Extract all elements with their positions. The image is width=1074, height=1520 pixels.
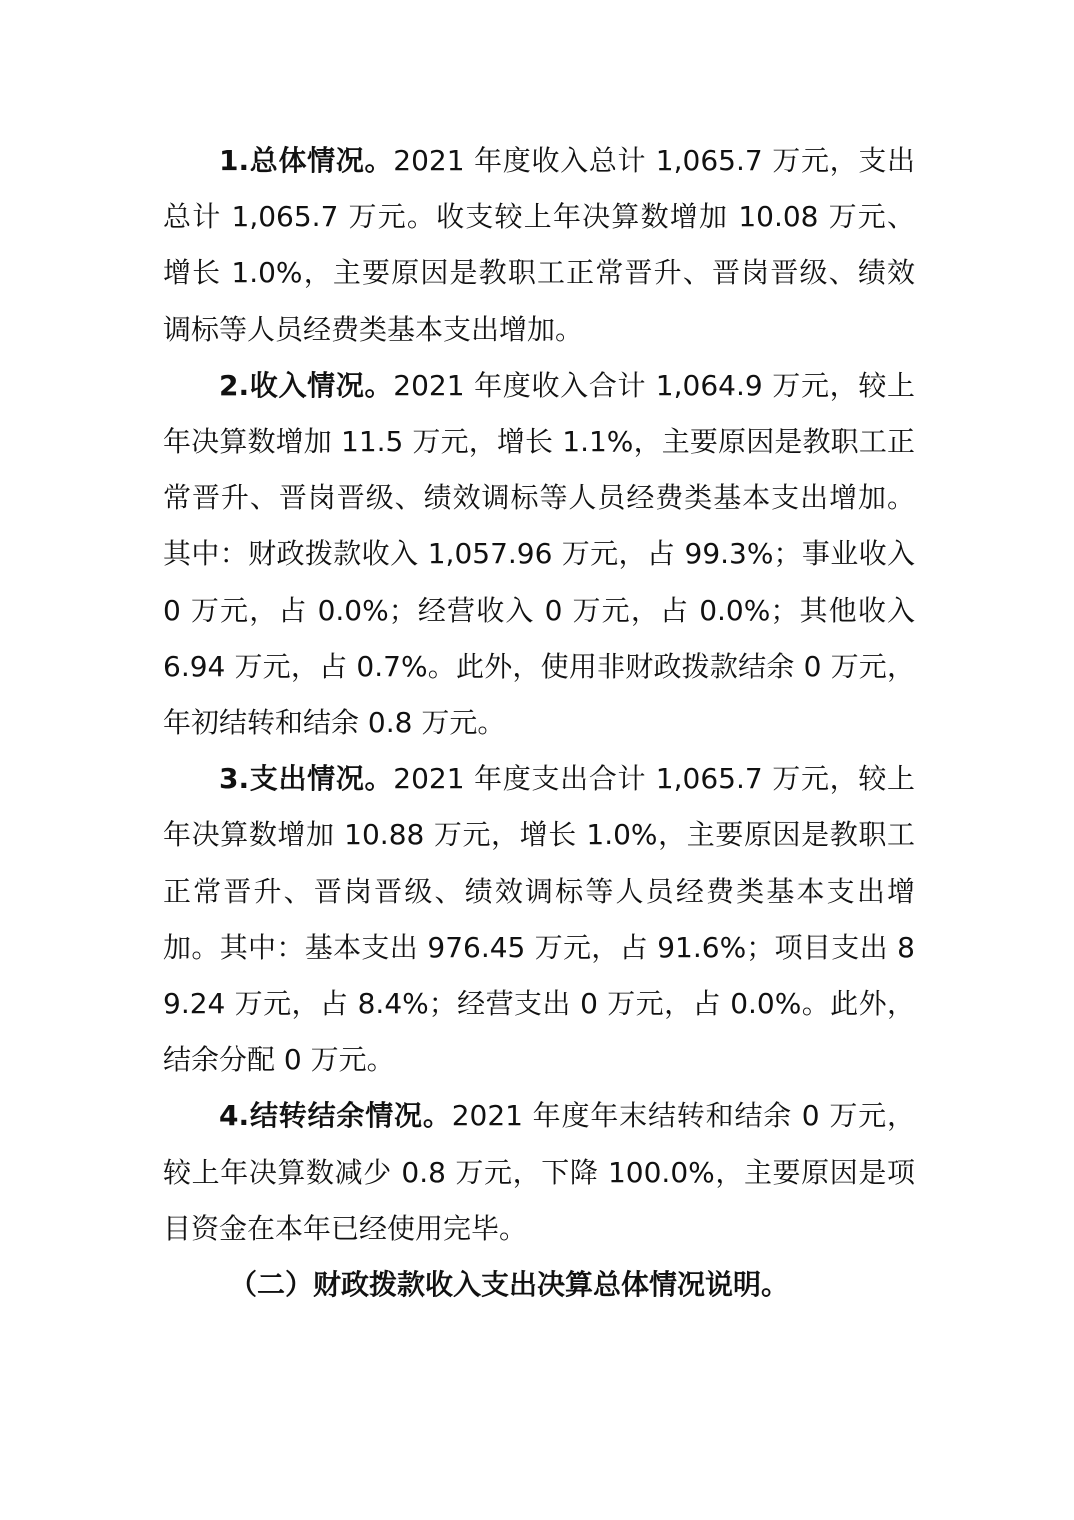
section-title: （二）财政拨款收入支出决算总体情况说明。 xyxy=(229,1268,790,1302)
paragraph-heading: 3.支出情况。 xyxy=(219,762,394,796)
document-body xyxy=(163,133,915,1313)
paragraph-text: 2021 年度支出合计 1,065.7 万元，较上年决算数增加 10.88 万元，增长 1.0%，主要原因是教职工正常晋升、晋岗晋级、绩效调标等人员经费类基本支出增加。其中：基本支出 976.45 万元，占 91.6%；项目支出 89.24 万元，占 8.4%；经营支出 0 万元，占 0.0%。此外，结余分配 0 万元。 xyxy=(163,762,915,1077)
paragraph-income xyxy=(163,358,915,751)
paragraph-text: 2021 年度收入总计 1,065.7 万元，支出总计 1,065.7 万元。收支较上年决算数增加 10.08 万元、增长 1.0%，主要原因是教职工正常晋升、晋岗晋级、绩效调标等人员经费类基本支出增加。 xyxy=(163,144,915,346)
paragraph-text: 2021 年度收入合计 1,064.9 万元，较上年决算数增加 11.5 万元，增长 1.1%，主要原因是教职工正常晋升、晋岗晋级、绩效调标等人员经费类基本支出增加。其中：财政拨款收入 1,057.96 万元，占 99.3%；事业收入 0 万元，占 0.0%；经营收入 0 万元，占 0.0%；其他收入 6.94 万元，占 0.7%。此外，使用非财政拨款结余 0 万元，年初结转和结余 0.8 万元。 xyxy=(163,368,915,740)
paragraph-text: 2021 年度年末结转和结余 0 万元，较上年决算数减少 0.8 万元，下降 100.0%，主要原因是项目资金在本年已经使用完毕。 xyxy=(163,1099,915,1245)
paragraph-overall xyxy=(163,133,915,358)
paragraph-carryover xyxy=(163,1088,915,1257)
paragraph-expenditure xyxy=(163,751,915,1088)
paragraph-heading: 2.收入情况。 xyxy=(219,368,394,402)
paragraph-heading: 4.结转结余情况。 xyxy=(219,1099,452,1133)
paragraph-heading: 1.总体情况。 xyxy=(219,144,394,177)
